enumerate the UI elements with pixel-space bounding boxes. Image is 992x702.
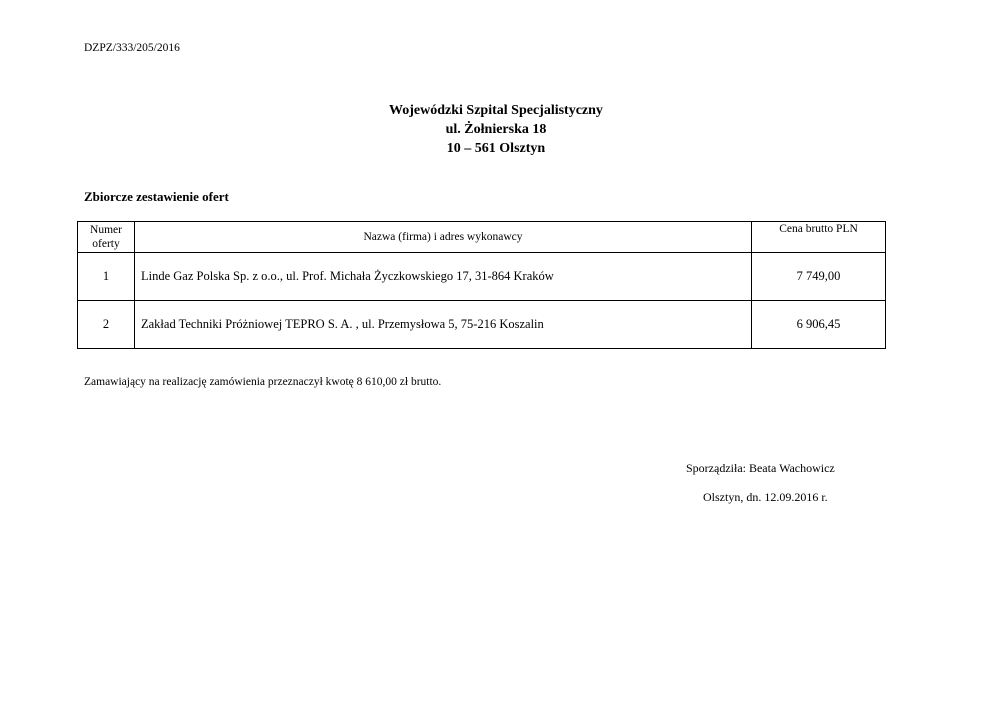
institution-city: 10 – 561 Olsztyn — [446, 141, 546, 156]
section-title: Zbiorcze zestawienie ofert — [84, 189, 229, 204]
gross-price: 7 749,00 — [752, 253, 886, 301]
budget-note: Zamawiający na realizację zamówienia przeznaczył kwotę 8 610,00 zł brutto. — [84, 376, 442, 388]
header-offer-number — [78, 222, 135, 253]
offer-number: 2 — [78, 301, 135, 349]
contractor-name: Zakład Techniki Próżniowej TEPRO S. A. , ul. Przemysłowa 5, 75-216 Koszalin — [135, 301, 752, 349]
institution-header — [0, 101, 992, 158]
header-offer-number-line1: Numer — [90, 224, 122, 236]
offers-table — [77, 221, 886, 349]
table-header-row — [78, 222, 886, 253]
document-reference: DZPZ/333/205/2016 — [84, 42, 180, 54]
header-contractor-name: Nazwa (firma) i adres wykonawcy — [135, 222, 752, 253]
header-gross-price: Cena brutto PLN — [752, 222, 886, 253]
institution-street: ul. Żołnierska 18 — [445, 122, 547, 137]
prepared-by: Sporządziła: Beata Wachowicz — [686, 461, 835, 475]
offer-number: 1 — [78, 253, 135, 301]
header-offer-number-line2: oferty — [92, 238, 120, 250]
institution-name: Wojewódzki Szpital Specjalistyczny — [389, 103, 603, 118]
gross-price: 6 906,45 — [752, 301, 886, 349]
table-row — [78, 301, 886, 349]
table-row — [78, 253, 886, 301]
place-and-date: Olsztyn, dn. 12.09.2016 r. — [703, 490, 828, 504]
contractor-name: Linde Gaz Polska Sp. z o.o., ul. Prof. Michała Życzkowskiego 17, 31-864 Kraków — [135, 253, 752, 301]
